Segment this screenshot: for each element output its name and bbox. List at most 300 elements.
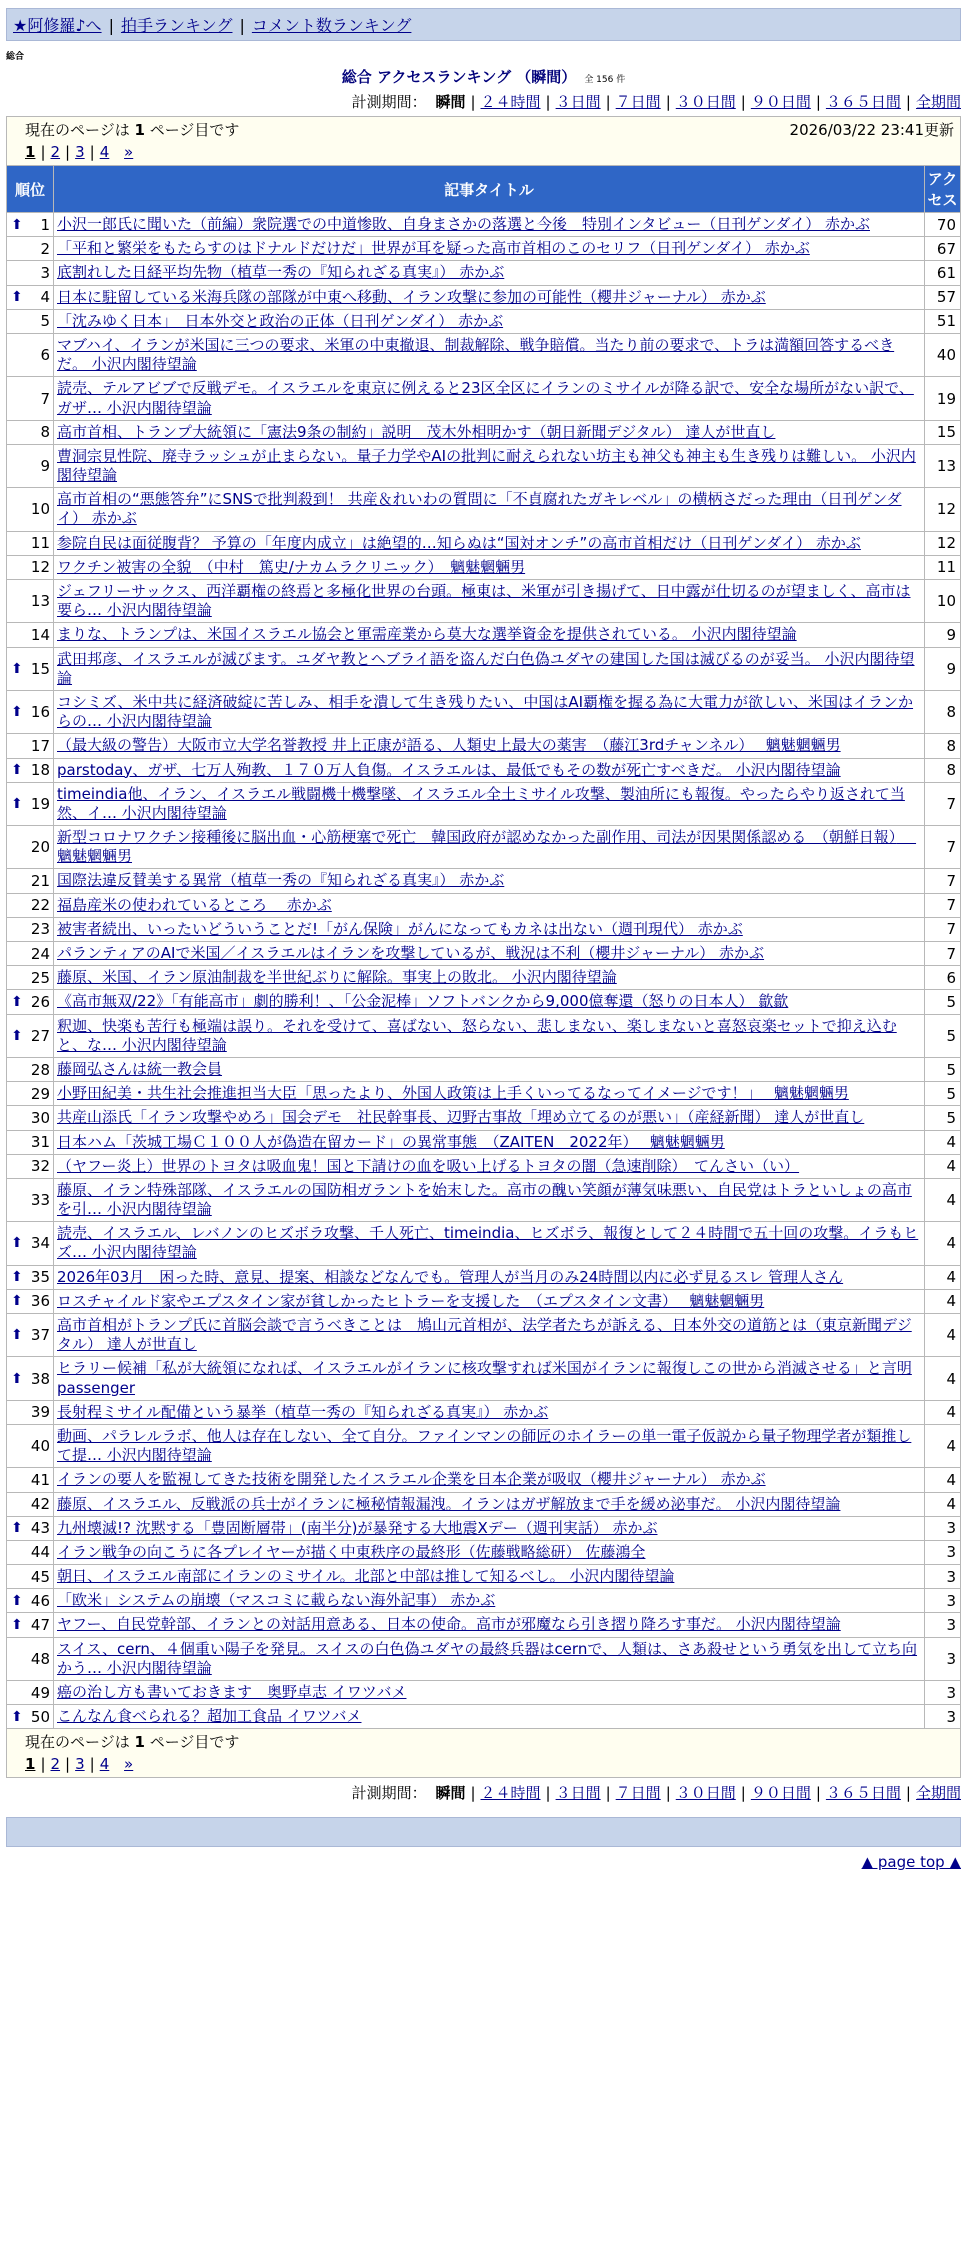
up-arrow-icon: ⬆ <box>11 1269 23 1286</box>
article-link[interactable]: 九州壊滅!? 沈黙する「豊固断層帯」(南半分)が暴発する大地震Xデー（週刊実話） 赤かぶ <box>57 1518 658 1537</box>
access-count: 8 <box>924 758 960 782</box>
table-row <box>7 1057 961 1081</box>
rank-number: 15 <box>30 659 50 678</box>
period-365d-link-bottom[interactable]: ３６５日間 <box>825 1784 901 1803</box>
rank-number: 28 <box>30 1060 50 1079</box>
table-row <box>7 869 961 893</box>
article-link[interactable]: コシミズ、米中共に経済破綻に苦しみ、相手を潰して生き残りたい、中国はAI覇権を握る為に大電力が欲しい、米国はイランからの… 小沢内閣待望論 <box>57 692 914 731</box>
rank-number: 50 <box>30 1707 50 1726</box>
rank-number: 20 <box>30 838 50 857</box>
table-row <box>7 990 961 1014</box>
access-count: 7 <box>924 782 960 825</box>
table-row <box>7 377 961 420</box>
table-row <box>7 1222 961 1265</box>
table-row <box>7 734 961 758</box>
rank-number: 1 <box>40 215 50 234</box>
article-link[interactable]: 藤原、米国、イラン原油制裁を半世紀ぶりに解除。事実上の敗北。 小沢内閣待望論 <box>57 968 617 987</box>
article-link[interactable]: 読売、テルアビブで反戦デモ。イスラエルを東京に例えると23区全区にイランのミサイルが降る訳で、安全な場所がない訳で、ガザ… 小沢内閣待望論 <box>57 379 914 417</box>
rank-number: 38 <box>30 1369 50 1388</box>
title-cell <box>54 261 925 285</box>
article-link[interactable]: 国際法違反賛美する異常（植草一秀の『知られざる真実』） 赤かぶ <box>57 871 505 890</box>
rank-number: 5 <box>40 312 50 331</box>
access-count: 4 <box>924 1424 960 1467</box>
article-link[interactable]: 小沢一郎氏に聞いた（前編）衆院選での中道惨敗、自身まさかの落選と今後 特別インタビュー（日刊ゲンダイ） 赤かぶ <box>57 215 870 233</box>
rank-cell <box>7 1468 54 1492</box>
pager-page-4-bottom[interactable]: 4 <box>99 1755 110 1774</box>
access-count: 11 <box>924 555 960 579</box>
access-count: 5 <box>924 1057 960 1081</box>
page-top-link[interactable]: ▲ page top ▲ <box>861 1853 961 1872</box>
title-cell <box>54 488 925 531</box>
rank-cell <box>7 580 54 623</box>
title-cell <box>54 1468 925 1492</box>
article-link[interactable]: ロスチャイルド家やエプスタイン家が貧しかったヒトラーを支援した （エプスタイン文書） 魑魅魍魎男 <box>57 1291 765 1310</box>
title-cell <box>54 1222 925 1265</box>
access-count: 7 <box>924 893 960 917</box>
up-arrow-icon: ⬆ <box>11 704 23 721</box>
article-link[interactable]: 高市首相の“悪態答弁”にSNSで批判殺到！ 共産＆れいわの質問に「不貞腐れたガキレベル」の横柄さだった理由（日刊ゲンダイ） 赤かぶ <box>57 490 902 528</box>
title-cell <box>54 647 925 690</box>
period-7d-link[interactable]: ７日間 <box>615 93 661 111</box>
rank-cell <box>7 1705 54 1729</box>
article-link[interactable]: 底割れした日経平均先物（植草一秀の『知られざる真実』） 赤かぶ <box>57 263 505 282</box>
title-cell <box>54 1082 925 1106</box>
page-info-bottom <box>7 1729 961 1778</box>
pager-page-2-bottom[interactable]: 2 <box>50 1755 61 1774</box>
rank-number: 12 <box>30 558 50 577</box>
pager-current-page: 1 <box>25 143 36 161</box>
article-link[interactable]: ヤフー、自民党幹部、イランとの対話用意ある、日本の使命。高市が邪魔なら引き摺り降ろす事だ。 小沢内閣待望論 <box>57 1615 841 1634</box>
title-cell <box>54 444 925 487</box>
rank-cell <box>7 1314 54 1357</box>
table-row <box>7 1154 961 1178</box>
table-row <box>7 444 961 487</box>
title-cell <box>54 826 925 869</box>
article-link[interactable]: 福島産米の使われているところ 赤かぶ <box>57 895 332 914</box>
rank-cell <box>7 237 54 261</box>
rank-cell <box>7 213 54 237</box>
table-row <box>7 1400 961 1424</box>
up-arrow-icon: ⬆ <box>11 1520 23 1537</box>
article-link[interactable]: スイス、cern、４個重い陽子を発見。スイスの白色偽ユダヤの最終兵器はcernで、人類は、さあ殺せという勇気を出して立ち向かう… 小沢内閣待望論 <box>57 1639 918 1677</box>
table-row <box>7 1492 961 1516</box>
table-row <box>7 488 961 531</box>
period-selector-top: 計測期間： 瞬間 | ２４時間 | ３日間 | ７日間 | ３０日間 | ９０日間 | ３６５日間 | 全期間 <box>351 93 961 111</box>
access-count: 7 <box>924 917 960 941</box>
rank-cell <box>7 1400 54 1424</box>
rank-number: 23 <box>30 920 50 939</box>
article-link[interactable]: まりな、トランプは、米国イスラエル協会と軍需産業から莫大な選挙資金を提供されている。 小沢内閣待望論 <box>57 625 797 644</box>
rank-cell <box>7 1589 54 1613</box>
rank-cell <box>7 734 54 758</box>
up-arrow-icon: ⬆ <box>11 1235 23 1252</box>
access-count: 4 <box>924 1492 960 1516</box>
up-arrow-icon: ⬆ <box>11 1027 23 1044</box>
table-row <box>7 420 961 444</box>
article-link[interactable]: 日本ハム「茨城工場Ｃ１００人が偽造在留カード」の異常事態 （ZAITEN 2022年） 魑魅魍魎男 <box>57 1132 725 1151</box>
article-link[interactable]: 藤原、イラン特殊部隊、イスラエルの国防相ガラントを始末した。高市の醜い笑顔が薄気味悪い、自民党はトラといしょの高市を引… 小沢内閣待望論 <box>57 1180 912 1219</box>
pager-bottom: 1 | 2 | 3 | 4 » <box>25 1755 134 1774</box>
period-all-link[interactable]: 全期間 <box>915 93 961 111</box>
title-cell <box>54 377 925 420</box>
table-row <box>7 285 961 309</box>
title-cell <box>54 1106 925 1130</box>
article-link[interactable]: イラン戦争の向こうに各プレイヤーが描く中東秩序の最終形（佐藤戦略総研） 佐藤鴻全 <box>57 1542 646 1561</box>
table-row <box>7 647 961 690</box>
rank-cell <box>7 488 54 531</box>
access-count: 5 <box>924 1082 960 1106</box>
title-cell <box>54 690 925 733</box>
rank-number: 44 <box>30 1543 50 1562</box>
rank-number: 42 <box>30 1495 50 1514</box>
title-cell <box>54 1289 925 1313</box>
pager-page-4[interactable]: 4 <box>99 143 110 161</box>
rank-number: 25 <box>30 968 50 987</box>
rank-number: 16 <box>30 703 50 722</box>
access-count: 3 <box>924 1516 960 1540</box>
title-cell <box>54 531 925 555</box>
article-link[interactable]: 新型コロナワクチン接種後に脳出血・心筋梗塞で死亡 韓国政府が認めなかった副作用、司法が因果関係認める （朝鮮日報） 魑魅魍魎男 <box>57 828 917 866</box>
rank-cell <box>7 309 54 333</box>
rank-number: 37 <box>30 1326 50 1345</box>
article-link[interactable]: （最大級の警告）大阪市立大学名誉教授 井上正康が語る、人類史上最大の薬害 （藤江3rdチャンネル） 魑魅魍魎男 <box>57 736 841 755</box>
table-row <box>7 1613 961 1637</box>
title-cell <box>54 1357 925 1400</box>
rank-number: 40 <box>30 1437 50 1456</box>
article-link[interactable]: 曹洞宗見性院、廃寺ラッシュが止まらない。量子力学やAIの批判に耐えられない坊主も神父も神主も生き残りは難しい。 小沢内閣待望論 <box>57 446 916 485</box>
rank-cell <box>7 1565 54 1589</box>
access-count: 7 <box>924 942 960 966</box>
rank-cell <box>7 1613 54 1637</box>
rank-cell <box>7 869 54 893</box>
article-link[interactable]: イランの要人を監視してきた技術を開発したイスラエル企業を日本企業が吸収（櫻井ジャーナル） 赤かぶ <box>57 1470 766 1489</box>
period-3d-link[interactable]: ３日間 <box>555 93 601 111</box>
rank-number: 22 <box>30 896 50 915</box>
table-row <box>7 261 961 285</box>
title-cell <box>54 1424 925 1467</box>
period-current: 瞬間 <box>435 93 466 111</box>
updated-timestamp: 2026/03/22 23:41更新 <box>789 121 954 139</box>
access-count: 67 <box>924 237 960 261</box>
rank-cell <box>7 758 54 782</box>
page-title: 総合 アクセスランキング （瞬間） <box>341 68 577 86</box>
rank-cell <box>7 966 54 990</box>
article-link[interactable]: 被害者続出、いったいどういうことだ!「がん保険」がんになってもカネは出ない（週刊現代） 赤かぶ <box>57 919 743 938</box>
title-cell <box>54 1130 925 1154</box>
rank-cell <box>7 990 54 1014</box>
table-row <box>7 1130 961 1154</box>
nav-separator: | <box>108 16 114 35</box>
title-cell <box>54 1565 925 1589</box>
article-link[interactable]: 高市首相、トランプ大統領に「憲法9条の制約」説明 茂木外相明かす（朝日新聞デジタル） 達人が世直し <box>57 422 776 441</box>
table-row <box>7 966 961 990</box>
table-row <box>7 782 961 825</box>
access-count: 3 <box>924 1540 960 1564</box>
up-arrow-icon: ⬆ <box>11 216 23 233</box>
access-count: 3 <box>924 1613 960 1637</box>
rank-number: 48 <box>30 1649 50 1668</box>
table-row <box>7 1468 961 1492</box>
article-link[interactable]: 「平和と繁栄をもたらすのはドナルドだけだ」世界が耳を疑った高市首相のこのセリフ（日刊ゲンダイ） 赤かぶ <box>57 239 810 258</box>
rank-number: 17 <box>30 736 50 755</box>
title-cell <box>54 869 925 893</box>
article-link[interactable]: 小野田紀美・共生社会推進担当大臣「思ったより、外国人政策は上手くいってるなってイメージです！」 魑魅魍魎男 <box>57 1084 849 1103</box>
pager-next-bottom[interactable]: » <box>124 1755 134 1774</box>
article-link[interactable]: 共産山添氏「イラン攻撃やめろ」国会デモ 社民幹事長、辺野古事故「埋め立てるのが悪い」（産経新聞） 達人が世直し <box>57 1108 865 1127</box>
table-row <box>7 1540 961 1564</box>
access-count: 4 <box>924 1222 960 1265</box>
title-cell <box>54 580 925 623</box>
article-link[interactable]: 動画、パラレルラボ、他人は存在しない、全て自分。ファインマンの師匠のホイラーの単一電子仮説から量子物理学者が類推して提… 小沢内閣待望論 <box>57 1426 912 1465</box>
title-cell <box>54 990 925 1014</box>
access-count: 4 <box>924 1178 960 1221</box>
nav-separator: | <box>239 16 245 35</box>
page-info-top <box>7 117 961 166</box>
rank-cell <box>7 826 54 869</box>
period-30d-link[interactable]: ３０日間 <box>675 93 736 111</box>
period-all-link-bottom[interactable]: 全期間 <box>915 1784 961 1803</box>
table-row <box>7 893 961 917</box>
rank-cell <box>7 1540 54 1564</box>
table-row <box>7 1424 961 1467</box>
rank-number: 39 <box>30 1403 50 1422</box>
access-count: 3 <box>924 1681 960 1705</box>
rank-cell <box>7 690 54 733</box>
access-count: 4 <box>924 1357 960 1400</box>
rank-number: 21 <box>30 872 50 891</box>
pager-page-3-bottom[interactable]: 3 <box>75 1755 85 1774</box>
period-90d-link[interactable]: ９０日間 <box>750 93 811 111</box>
period-3d-link-bottom[interactable]: ３日間 <box>555 1784 601 1803</box>
article-link[interactable]: ワクチン被害の全貌 （中村 篤史/ナカムラクリニック） 魑魅魍魎男 <box>57 557 526 576</box>
up-arrow-icon: ⬆ <box>11 660 23 677</box>
rank-number: 36 <box>30 1292 50 1311</box>
period-365d-link[interactable]: ３６５日間 <box>825 93 901 111</box>
access-count: 4 <box>924 1130 960 1154</box>
article-link[interactable]: 癌の治し方も書いておきます 奥野卓志 イワツバメ <box>57 1683 407 1701</box>
access-count: 70 <box>924 213 960 237</box>
access-count: 61 <box>924 261 960 285</box>
title-cell <box>54 1681 925 1705</box>
title-cell <box>54 1014 925 1057</box>
rank-number: 30 <box>30 1108 50 1127</box>
period-label-bottom: 計測期間： <box>351 1784 427 1803</box>
period-7d-link-bottom[interactable]: ７日間 <box>615 1784 661 1803</box>
rank-header: 順位 <box>7 166 54 213</box>
rank-number: 27 <box>30 1026 50 1045</box>
table-row <box>7 1082 961 1106</box>
access-header: アクセス <box>924 166 960 213</box>
rank-cell <box>7 1106 54 1130</box>
title-cell <box>54 942 925 966</box>
article-link[interactable]: 藤原、イスラエル、反戦派の兵士がイランに極秘情報漏洩。イランはガザ解放まで手を緩め泌事だ。 小沢内閣待望論 <box>57 1494 841 1513</box>
rank-number: 18 <box>30 761 50 780</box>
title-cell <box>54 782 925 825</box>
table-row <box>7 309 961 333</box>
article-link[interactable]: timeindia他、イラン、イスラエル戦闘機十機撃墜、イスラエル全土ミサイル攻撃、製油所にも報復。やったらやり返されて当然、イ… 小沢内閣待望論 <box>57 784 905 822</box>
title-cell <box>54 1637 925 1680</box>
table-row <box>7 1681 961 1705</box>
title-cell <box>54 893 925 917</box>
category-label: 総合 <box>6 52 25 62</box>
period-24h-link[interactable]: ２４時間 <box>480 93 541 111</box>
rank-cell <box>7 555 54 579</box>
article-link[interactable]: 釈迦、快楽も苦行も極端は誤り。それを受けて、喜ばない、怒らない、悲しまない、楽しまないと喜怒哀楽セットで抑え込むと、な… 小沢内閣待望論 <box>57 1016 897 1054</box>
article-link[interactable]: 2026年03月 困った時、意見、提案、相談などなんでも。管理人が当月のみ24時間以内に必ず見るスレ 管理人さん <box>57 1267 844 1286</box>
rank-cell <box>7 1681 54 1705</box>
up-arrow-icon: ⬆ <box>11 1370 23 1387</box>
title-cell <box>54 237 925 261</box>
article-link[interactable]: 「沈みゆく日本」 日本外交と政治の正体（日刊ゲンダイ） 赤かぶ <box>57 311 504 330</box>
rank-number: 3 <box>40 263 50 282</box>
title-cell <box>54 734 925 758</box>
title-cell <box>54 917 925 941</box>
table-row <box>7 942 961 966</box>
rank-cell <box>7 1178 54 1221</box>
article-link[interactable]: 藤岡弘さんは統一教会員 <box>57 1059 223 1078</box>
title-cell <box>54 758 925 782</box>
home-link[interactable]: ★阿修羅♪へ <box>13 16 102 35</box>
article-link[interactable]: 長射程ミサイル配備という暴挙（植草一秀の『知られざる真実』） 赤かぶ <box>57 1402 549 1421</box>
title-cell <box>54 285 925 309</box>
article-link[interactable]: ジェフリーサックス、西洋覇権の終焉と多極化世界の台頭。極東は、米軍が引き揚げて、日中露が仕切るのが望ましく、高市は要ら… 小沢内閣待望論 <box>57 582 911 620</box>
article-link[interactable]: こんなん食べられる？超加工食品 イワツバメ <box>57 1707 362 1726</box>
table-row <box>7 1516 961 1540</box>
rank-cell <box>7 1357 54 1400</box>
article-link[interactable]: 朝日、イスラエル南部にイランのミサイル。北部と中部は推して知るべし。 小沢内閣待望論 <box>57 1567 675 1586</box>
rank-number: 24 <box>30 944 50 963</box>
article-link[interactable]: 《高市無双/22》「有能高市」劇的勝利！、「公金泥棒」ソフトバンクから9,000億奪還（怒りの日本人） 歙歙 <box>57 992 789 1011</box>
period-30d-link-bottom[interactable]: ３０日間 <box>675 1784 736 1803</box>
access-count: 4 <box>924 1265 960 1289</box>
table-row <box>7 1265 961 1289</box>
table-row <box>7 1289 961 1313</box>
rank-cell <box>7 1154 54 1178</box>
footer-bar <box>6 1817 961 1847</box>
rank-cell <box>7 1637 54 1680</box>
clap-ranking-link[interactable]: 拍手ランキング <box>120 16 233 35</box>
current-page-text-bottom: 現在のページは 1 ページ目です <box>25 1733 240 1752</box>
comment-ranking-link[interactable]: コメント数ランキング <box>251 16 412 35</box>
rank-cell <box>7 377 54 420</box>
rank-number: 43 <box>30 1519 50 1538</box>
up-arrow-icon: ⬆ <box>11 762 23 779</box>
title-cell <box>54 623 925 647</box>
access-count: 3 <box>924 1705 960 1729</box>
rank-number: 26 <box>30 992 50 1011</box>
title-cell <box>54 1613 925 1637</box>
table-row <box>7 580 961 623</box>
title-cell <box>54 966 925 990</box>
rank-number: 29 <box>30 1084 50 1103</box>
article-link[interactable]: パランティアのAIで米国／イスラエルはイランを攻撃しているが、戦況は不利（櫻井ジャーナル） 赤かぶ <box>57 944 765 962</box>
article-link[interactable]: （ヤフー炎上）世界のトヨタは吸血鬼！国と下請けの血を吸い上げるトヨタの闇（急速削除） てんさい（い） <box>57 1156 800 1175</box>
rank-cell <box>7 1492 54 1516</box>
title-cell <box>54 1314 925 1357</box>
pager-page-3[interactable]: 3 <box>75 143 85 161</box>
access-count: 12 <box>924 488 960 531</box>
rank-number: 8 <box>40 423 50 442</box>
title-header: 記事タイトル <box>54 166 925 213</box>
rank-number: 45 <box>30 1567 50 1586</box>
table-row <box>7 1014 961 1057</box>
rank-number: 13 <box>30 592 50 611</box>
rank-number: 35 <box>30 1268 50 1287</box>
access-count: 15 <box>924 420 960 444</box>
table-row <box>7 237 961 261</box>
title-cell <box>54 420 925 444</box>
access-count: 40 <box>924 333 960 376</box>
article-link[interactable]: マブハイ、イランが米国に三つの要求、米軍の中東撤退、制裁解除、戦争賠償。当たり前の要求で、トラは満額回答するべきだ。 小沢内閣待望論 <box>57 335 895 374</box>
access-count: 7 <box>924 826 960 869</box>
table-row <box>7 1357 961 1400</box>
access-count: 19 <box>924 377 960 420</box>
title-cell <box>54 1705 925 1729</box>
rank-cell <box>7 420 54 444</box>
article-link[interactable]: 日本に駐留している米海兵隊の部隊が中東へ移動、イラン攻撃に参加の可能性（櫻井ジャーナル） 赤かぶ <box>57 287 766 306</box>
table-row <box>7 1314 961 1357</box>
table-row <box>7 531 961 555</box>
table-row <box>7 917 961 941</box>
up-arrow-icon: ⬆ <box>11 1327 23 1344</box>
article-link[interactable]: ヒラリー候補「私が大統領になれば、イスラエルがイランに核攻撃すれば米国がイランに報復しこの世から消滅させる」と言明 passenger <box>57 1359 912 1397</box>
rank-number: 4 <box>40 288 50 307</box>
pager-top: 1 | 2 | 3 | 4 » <box>25 143 134 161</box>
access-count: 3 <box>924 1589 960 1613</box>
article-link[interactable]: 「欧米」システムの崩壊（マスコミに載らない海外記事） 赤かぶ <box>57 1591 496 1610</box>
rank-number: 14 <box>30 625 50 644</box>
access-count: 4 <box>924 1400 960 1424</box>
title-cell <box>54 1178 925 1221</box>
rank-cell <box>7 1014 54 1057</box>
article-link[interactable]: 読売、イスラエル、レバノンのヒズボラ攻撃、千人死亡、timeindia、ヒズボラ、報復として２４時間で五十回の攻撃。イラもヒズ… 小沢内閣待望論 <box>57 1224 919 1262</box>
rank-number: 33 <box>30 1191 50 1210</box>
rank-cell <box>7 285 54 309</box>
rank-cell <box>7 1222 54 1265</box>
access-count: 4 <box>924 1314 960 1357</box>
title-cell <box>54 1057 925 1081</box>
top-nav-bar <box>6 8 961 41</box>
pager-page-2[interactable]: 2 <box>50 143 61 161</box>
article-link[interactable]: 武田邦彦、イスラエルが滅びます。ユダヤ教とヘブライ語を盗んだ白色偽ユダヤの建国した国は滅びるのが妥当。 小沢内閣待望論 <box>57 649 915 687</box>
access-count: 9 <box>924 647 960 690</box>
access-count: 7 <box>924 869 960 893</box>
access-count: 12 <box>924 531 960 555</box>
period-24h-link-bottom[interactable]: ２４時間 <box>480 1784 541 1803</box>
article-link[interactable]: parstoday、ガザ、七万人殉教、１７０万人負傷。イスラエルは、最低でもその数が死亡すべきだ。 小沢内閣待望論 <box>57 760 841 779</box>
rank-number: 32 <box>30 1157 50 1176</box>
table-row <box>7 555 961 579</box>
up-arrow-icon: ⬆ <box>11 993 23 1010</box>
rank-cell <box>7 531 54 555</box>
article-link[interactable]: 高市首相がトランプ氏に首脳会談で言うべきことは 鳩山元首相が、法学者たちが訴える、日本外交の道筋とは（東京新聞デジタル） 達人が世直し <box>57 1316 912 1354</box>
access-count: 3 <box>924 1637 960 1680</box>
page-header <box>6 66 961 87</box>
table-row <box>7 1705 961 1729</box>
access-count: 8 <box>924 734 960 758</box>
pager-current-page-bottom: 1 <box>25 1755 36 1774</box>
title-cell <box>54 333 925 376</box>
table-row <box>7 1178 961 1221</box>
title-cell <box>54 1154 925 1178</box>
table-row <box>7 1637 961 1680</box>
rank-number: 7 <box>40 389 50 408</box>
rank-number: 9 <box>40 457 50 476</box>
rank-cell <box>7 1130 54 1154</box>
period-90d-link-bottom[interactable]: ９０日間 <box>750 1784 811 1803</box>
pager-next[interactable]: » <box>124 143 134 161</box>
article-link[interactable]: 参院自民は面従腹背？ 予算の「年度内成立」は絶望的…知らぬは“国対オンチ”の高市首相だけ（日刊ゲンダイ） 赤かぶ <box>57 533 861 552</box>
